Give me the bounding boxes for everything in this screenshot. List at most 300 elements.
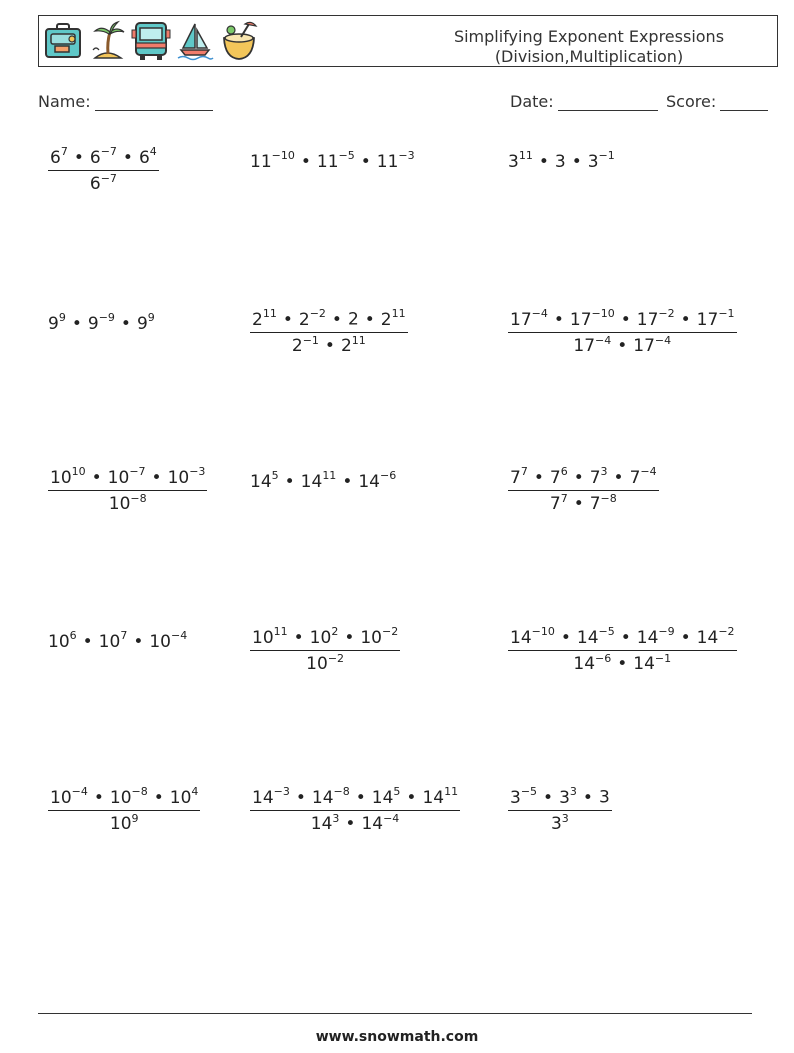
exponent: −4 [654, 333, 672, 347]
numerator [508, 466, 659, 491]
base: 3 [559, 787, 570, 808]
power-term [149, 629, 188, 652]
problem-6 [508, 308, 737, 356]
numerator [250, 786, 460, 811]
palm-island-icon [87, 20, 127, 62]
power-term [696, 625, 735, 648]
exponent: 5 [393, 785, 401, 798]
expression [48, 629, 188, 652]
power-term [549, 491, 568, 515]
power-term [87, 311, 115, 334]
base: 10 [107, 467, 130, 488]
problem-13 [48, 786, 200, 834]
base: 14 [310, 814, 333, 835]
power-term [371, 785, 401, 808]
exponent: −2 [718, 625, 735, 638]
power-term [636, 625, 675, 648]
multiply-dot: • [573, 494, 584, 515]
multiply-dot: • [91, 467, 102, 488]
base: 3 [598, 787, 610, 808]
exponent: −4 [595, 333, 612, 347]
multiply-dot: • [360, 151, 371, 172]
name-blank[interactable] [95, 92, 213, 111]
exponent: −3 [273, 785, 290, 798]
base: 17 [636, 309, 659, 330]
exponent: 3 [600, 465, 608, 478]
base: 14 [510, 627, 532, 648]
header-icons [43, 20, 259, 64]
exponent: −7 [100, 171, 117, 185]
exponent: 11 [322, 469, 337, 482]
power-term [696, 307, 735, 330]
base: 3 [550, 814, 562, 835]
base: 10 [50, 787, 72, 808]
exponent: 7 [560, 491, 568, 505]
power-term [569, 307, 615, 330]
expression [250, 149, 415, 172]
problem-7 [48, 466, 207, 514]
fraction [250, 626, 400, 674]
exponent: 9 [58, 311, 66, 324]
power-term [376, 149, 415, 172]
base: 7 [510, 467, 521, 488]
base: 14 [636, 627, 659, 648]
exponent: 4 [149, 145, 157, 158]
fraction [48, 786, 200, 834]
exponent: 7 [60, 145, 68, 158]
problem-2 [250, 150, 415, 172]
exponent: 9 [147, 311, 155, 324]
exponent: −4 [383, 811, 400, 825]
multiply-dot: • [617, 654, 628, 675]
exponent: −10 [531, 625, 555, 638]
numerator [250, 308, 408, 333]
power-term [252, 307, 277, 330]
multiply-dot: • [617, 336, 628, 357]
multiply-dot: • [82, 631, 93, 652]
numerator [48, 786, 200, 811]
exponent: −8 [130, 491, 147, 505]
exponent: −4 [531, 307, 548, 320]
power-term [138, 145, 157, 168]
base: 17 [696, 309, 719, 330]
footer-divider [38, 1013, 752, 1014]
numerator [508, 308, 737, 333]
multiply-dot: • [680, 309, 691, 330]
multiply-dot: • [73, 147, 84, 168]
multiply-dot: • [613, 467, 624, 488]
power-term [310, 811, 340, 835]
base: 7 [629, 467, 641, 488]
exponent: −3 [189, 465, 206, 478]
multiply-dot: • [582, 787, 593, 808]
exponent: 6 [560, 465, 568, 478]
exponent: 3 [332, 811, 340, 825]
power-term [252, 625, 288, 648]
exponent: −6 [379, 469, 397, 482]
exponent: −9 [98, 311, 115, 324]
denominator [551, 811, 569, 835]
numerator [48, 146, 159, 171]
base: 14 [573, 654, 596, 675]
problem-12 [508, 626, 737, 674]
exponent: −10 [591, 307, 615, 320]
problem-11 [250, 626, 400, 674]
base: 14 [576, 627, 599, 648]
fraction [250, 308, 408, 356]
multiply-dot: • [122, 147, 133, 168]
numerator [508, 786, 612, 811]
base: 6 [89, 174, 101, 195]
exponent: 5 [271, 469, 279, 482]
base: 2 [347, 309, 359, 330]
denominator [311, 811, 400, 835]
power-term [306, 651, 345, 675]
base: 10 [149, 631, 171, 652]
exponent: −5 [598, 625, 615, 638]
score-blank[interactable] [720, 92, 768, 111]
base: 7 [589, 467, 601, 488]
sailboat-icon [175, 20, 215, 62]
bus-icon [131, 20, 171, 62]
title-line-2: (Division,Multiplication) [494, 47, 684, 66]
base: 17 [510, 309, 532, 330]
multiply-dot: • [620, 309, 631, 330]
exponent: −1 [718, 307, 735, 320]
exponent: 11 [444, 785, 459, 798]
power-term [510, 785, 538, 808]
exponent: 4 [191, 785, 199, 798]
base: 14 [311, 787, 334, 808]
multiply-dot: • [151, 467, 162, 488]
exponent: −1 [598, 149, 615, 162]
base: 14 [358, 471, 380, 492]
power-term [550, 811, 569, 835]
exponent: −4 [71, 785, 88, 798]
numerator [250, 626, 400, 651]
exponent: 3 [569, 785, 577, 798]
fraction [508, 308, 737, 356]
exponent: 7 [520, 465, 528, 478]
power-term [311, 785, 350, 808]
date-label: Date: [510, 92, 554, 111]
exponent: −8 [600, 491, 617, 505]
power-term [589, 491, 617, 515]
fraction [48, 146, 159, 194]
base: 10 [109, 814, 132, 835]
multiply-dot: • [284, 471, 295, 492]
base: 14 [361, 814, 384, 835]
base: 11 [250, 151, 272, 172]
multiply-dot: • [331, 309, 342, 330]
numerator [508, 626, 737, 651]
exponent: −2 [309, 307, 326, 320]
footer-url: www.snowmath.com [315, 1029, 479, 1045]
base: 11 [376, 151, 399, 172]
power-term [589, 465, 608, 488]
base: 10 [167, 467, 190, 488]
power-term [50, 145, 68, 168]
exponent: 10 [71, 465, 86, 478]
power-term [358, 469, 397, 492]
base: 10 [48, 631, 70, 652]
power-term [340, 333, 366, 357]
power-term [510, 465, 528, 488]
base: 14 [252, 787, 274, 808]
problem-14 [250, 786, 460, 834]
problem-3 [508, 150, 615, 172]
power-term [587, 149, 615, 172]
power-term [508, 149, 533, 172]
multiply-dot: • [71, 313, 82, 334]
power-term [573, 333, 612, 357]
base: 10 [50, 467, 72, 488]
denominator [306, 651, 344, 675]
base: 6 [89, 147, 101, 168]
base: 2 [252, 309, 263, 330]
exponent: −8 [131, 785, 148, 798]
multiply-dot: • [93, 787, 104, 808]
fraction [508, 466, 659, 514]
multiply-dot: • [300, 151, 311, 172]
fraction [48, 466, 207, 514]
multiply-dot: • [364, 309, 375, 330]
power-term [309, 625, 339, 648]
exponent: −7 [129, 465, 146, 478]
base: 10 [306, 654, 328, 675]
exponent: −5 [520, 785, 538, 798]
fraction [508, 786, 612, 834]
problem-5 [250, 308, 408, 356]
expression [48, 311, 155, 334]
suitcase-icon [43, 20, 83, 62]
power-term [636, 307, 675, 330]
base: 2 [380, 309, 392, 330]
power-term [108, 491, 147, 515]
base: 10 [98, 631, 121, 652]
multiply-dot: • [344, 627, 355, 648]
exponent: 6 [69, 629, 77, 642]
power-term [89, 145, 117, 168]
multiply-dot: • [533, 467, 544, 488]
base: 7 [549, 494, 561, 515]
multiply-dot: • [153, 787, 164, 808]
problem-9 [508, 466, 659, 514]
base: 14 [300, 471, 323, 492]
exponent: −5 [338, 149, 355, 162]
exponent: 11 [391, 307, 406, 320]
title-line-1: Simplifying Exponent Expressions [453, 27, 725, 46]
base: 17 [633, 336, 655, 357]
fraction [250, 786, 460, 834]
multiply-dot: • [133, 631, 144, 652]
multiply-dot: • [620, 627, 631, 648]
score-label: Score: [666, 92, 717, 111]
power-term [633, 651, 672, 675]
power-term [549, 465, 568, 488]
multiply-dot: • [553, 309, 564, 330]
exponent: −2 [658, 307, 675, 320]
power-term [422, 785, 459, 808]
base: 14 [696, 627, 719, 648]
base: 6 [138, 147, 150, 168]
multiply-dot: • [680, 627, 691, 648]
power-term [633, 333, 672, 357]
base: 10 [109, 787, 132, 808]
base: 17 [569, 309, 592, 330]
power-term [316, 149, 355, 172]
base: 9 [87, 313, 99, 334]
power-term [559, 785, 577, 808]
exponent: −6 [595, 651, 612, 665]
multiply-dot: • [324, 336, 335, 357]
exponent: 3 [561, 811, 569, 825]
multiply-dot: • [120, 313, 131, 334]
base: 10 [108, 494, 131, 515]
power-term [98, 629, 128, 652]
expression [250, 469, 397, 492]
exponent: 11 [262, 307, 277, 320]
problem-4 [48, 312, 155, 334]
date-field[interactable] [510, 92, 658, 111]
base: 6 [50, 147, 61, 168]
exponent: 11 [273, 625, 288, 638]
denominator [90, 171, 117, 195]
power-term [109, 811, 139, 835]
power-term [48, 629, 77, 652]
multiply-dot: • [538, 151, 549, 172]
exponent: −9 [658, 625, 675, 638]
multiply-dot: • [355, 787, 366, 808]
base: 2 [291, 336, 303, 357]
fraction [508, 626, 737, 674]
power-term [555, 152, 566, 172]
denominator [573, 333, 671, 357]
power-term [380, 307, 406, 330]
problem-1 [48, 146, 159, 194]
power-term [510, 307, 548, 330]
exponent: −7 [100, 145, 117, 158]
power-term [361, 811, 400, 835]
base: 7 [549, 467, 561, 488]
worksheet-header [38, 15, 778, 67]
multiply-dot: • [282, 309, 293, 330]
exponent: −3 [398, 149, 415, 162]
power-term [109, 785, 148, 808]
multiply-dot: • [295, 787, 306, 808]
multiply-dot: • [571, 151, 582, 172]
power-term [291, 333, 319, 357]
base: 10 [252, 627, 274, 648]
exponent: −2 [327, 651, 345, 665]
power-term [510, 625, 555, 648]
base: 2 [340, 336, 352, 357]
date-blank[interactable] [558, 92, 658, 111]
power-term [300, 469, 337, 492]
problem-15 [508, 786, 612, 834]
base: 10 [309, 627, 332, 648]
base: 9 [136, 313, 148, 334]
base: 14 [633, 654, 655, 675]
power-term [169, 785, 199, 808]
power-term [50, 785, 88, 808]
power-term [89, 171, 117, 195]
multiply-dot: • [543, 787, 554, 808]
power-term [107, 465, 146, 488]
exponent: −1 [302, 333, 319, 347]
multiply-dot: • [560, 627, 571, 648]
denominator [110, 811, 139, 835]
power-term [576, 625, 615, 648]
score-field[interactable] [666, 92, 768, 111]
power-term [252, 785, 290, 808]
exponent: 7 [120, 629, 128, 642]
multiply-dot: • [406, 787, 417, 808]
base: 3 [587, 151, 599, 172]
power-term [167, 465, 206, 488]
denominator [292, 333, 366, 357]
exponent: −1 [654, 651, 672, 665]
power-term [298, 307, 326, 330]
power-term [360, 625, 399, 648]
base: 7 [589, 494, 601, 515]
base: 10 [360, 627, 382, 648]
name-field[interactable] [38, 92, 213, 111]
multiply-dot: • [342, 471, 353, 492]
coconut-drink-icon [219, 20, 259, 62]
power-term [136, 311, 155, 334]
multiply-dot: • [345, 814, 356, 835]
power-term [599, 788, 610, 808]
problem-10 [48, 630, 187, 652]
multiply-dot: • [293, 627, 304, 648]
base: 3 [508, 151, 519, 172]
base: 9 [48, 313, 59, 334]
base: 14 [250, 471, 272, 492]
denominator [550, 491, 617, 515]
multiply-dot: • [573, 467, 584, 488]
exponent: 9 [131, 811, 139, 825]
base: 10 [169, 787, 192, 808]
base: 14 [371, 787, 394, 808]
base: 14 [422, 787, 445, 808]
base: 2 [298, 309, 310, 330]
worksheet-title [439, 27, 739, 67]
base: 3 [510, 787, 521, 808]
power-term [250, 469, 279, 492]
denominator [109, 491, 147, 515]
power-term [573, 651, 612, 675]
exponent: 11 [351, 333, 366, 347]
base: 3 [554, 151, 566, 172]
exponent: −4 [170, 629, 188, 642]
name-label: Name: [38, 92, 91, 111]
power-term [629, 465, 657, 488]
base: 11 [316, 151, 339, 172]
exponent: 11 [518, 149, 533, 162]
expression [508, 149, 615, 172]
power-term [348, 310, 359, 330]
exponent: −8 [333, 785, 350, 798]
exponent: −2 [381, 625, 399, 638]
exponent: −10 [271, 149, 295, 162]
exponent: 2 [331, 625, 339, 638]
power-term [50, 465, 86, 488]
denominator [573, 651, 671, 675]
base: 17 [573, 336, 596, 357]
numerator [48, 466, 207, 491]
problem-8 [250, 470, 396, 492]
